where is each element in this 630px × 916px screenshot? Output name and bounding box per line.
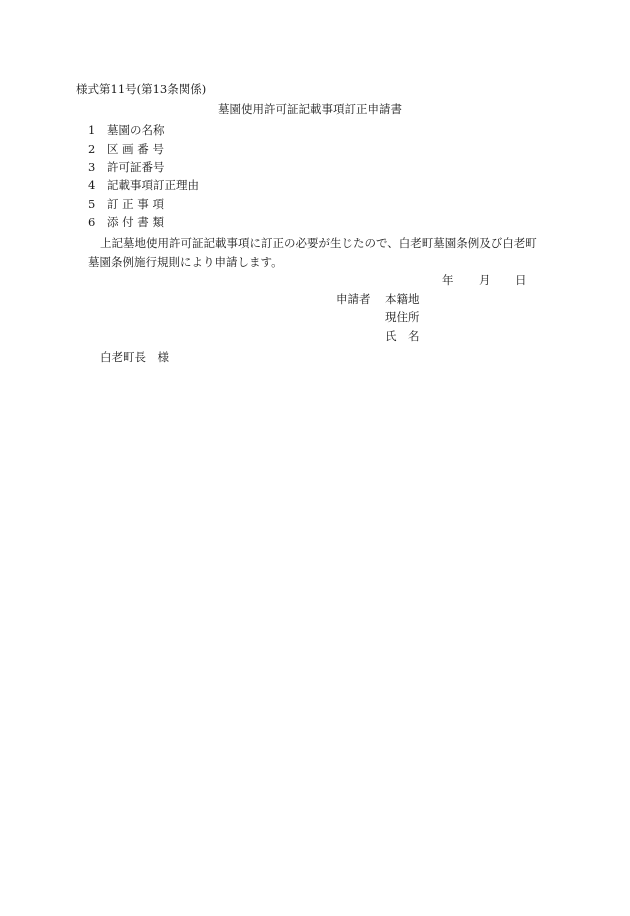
list-item: [88, 180, 199, 192]
date-day-label: 日: [515, 273, 527, 287]
item-label: 区 画 番 号: [107, 142, 164, 156]
form-number: 様式第11号(第13条関係): [76, 82, 207, 96]
item-number: 3: [88, 160, 96, 174]
body-text-line-2: 墓園条例施行規則により申請します。: [88, 255, 283, 269]
item-label: 墓園の名称: [107, 123, 165, 137]
body-text-line-1: 上記墓地使用許可証記載事項に訂正の必要が生じたので、白老町墓園条例及び白老町: [100, 236, 537, 250]
item-label: 訂 正 事 項: [107, 197, 164, 211]
name-label: 氏 名: [385, 329, 420, 343]
item-label: 添 付 書 類: [107, 215, 164, 229]
item-label: 許可証番号: [107, 160, 165, 174]
current-address-label: 現住所: [385, 310, 420, 324]
item-label: 記載事項訂正理由: [107, 178, 199, 192]
date-row: [442, 275, 527, 287]
date-month-label: 月: [479, 273, 491, 287]
registered-domicile-label: 本籍地: [385, 292, 420, 306]
list-item: [88, 144, 164, 156]
item-number: 6: [88, 215, 96, 229]
item-number: 5: [88, 197, 96, 211]
list-item: [88, 125, 165, 137]
list-item: [88, 199, 164, 211]
list-item: [88, 162, 165, 174]
item-number: 4: [88, 178, 96, 192]
item-number: 2: [88, 142, 96, 156]
document-title: 墓園使用許可証記載事項訂正申請書: [218, 102, 402, 116]
date-year-label: 年: [442, 273, 454, 287]
addressee: 白老町長 様: [100, 350, 169, 364]
applicant-label: 申請者: [336, 292, 371, 306]
list-item: [88, 217, 164, 229]
item-number: 1: [88, 123, 96, 137]
